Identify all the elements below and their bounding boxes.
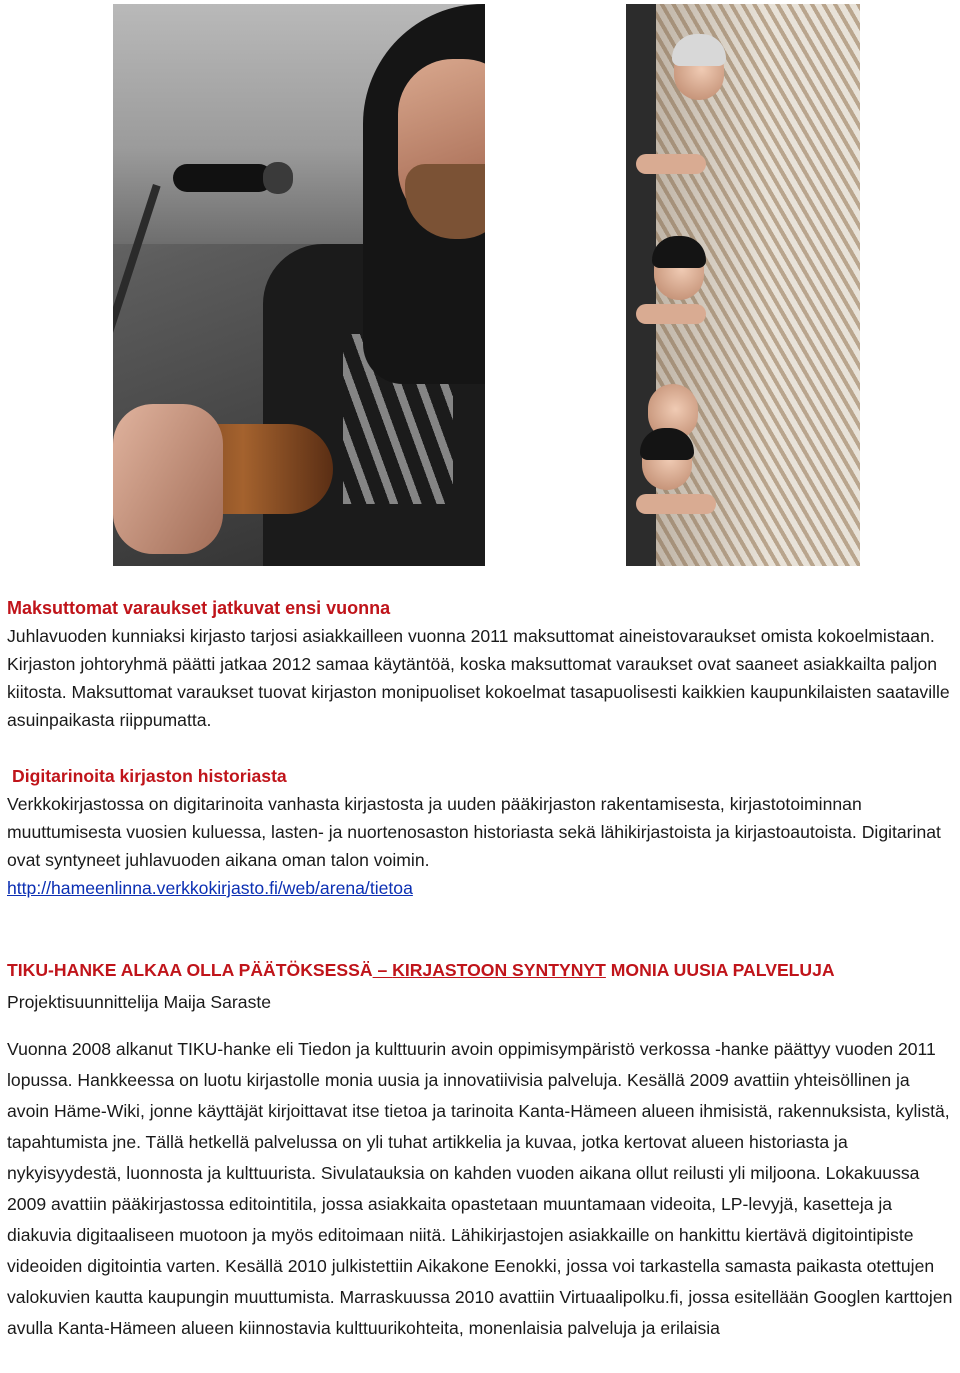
section-tiku-project <box>7 956 955 1344</box>
band-photo <box>486 4 860 566</box>
heading-part: MONIA UUSIA PALVELUJA <box>605 960 835 980</box>
section-body: Juhlavuoden kunniaksi kirjasto tarjosi asiakkailleen vuonna 2011 maksuttomat aineistovaraukset omista kokoelmistaan. Kirjaston johtoryhmä päätti jatkaa 2012 samaa käytäntöä, koska maksuttomat varaukset ovat saaneet asiakkailta paljon kiitosta. Maksuttomat varaukset tuovat kirjaston monipuoliset kokoelmat tasapuolisesti kaikkien kaupunkilaisten saataville asuinpaikasta riippumatta. <box>7 626 950 730</box>
section-body: Vuonna 2008 alkanut TIKU-hanke eli Tiedon ja kulttuurin avoin oppimisympäristö verkossa -hanke päättyy vuoden 2011 lopussa. Hankkeessa on luotu kirjastolle monia uusia ja innovatiivisia palveluja. Kesällä 2009 avattiin yhteisöllinen ja avoin Häme-Wiki, jonne käyttäjät kirjoittavat itse tietoa ja tarinoita Kanta-Hämeen alueen ihmisistä, rakennuksista, kylistä, tapahtumista jne. Tällä hetkellä palvelussa on yli tuhat artikkelia ja kuvaa, jotka kertovat alueen historiasta ja nykyisyydestä, luonnosta ja kulttuurista. Sivulatauksia on kahden vuoden aikana ollut reilusti yli miljoona. Lokakuussa 2009 avattiin pääkirjastossa editointitila, jossa asiakkaita opastetaan muuntamaan videoita, LP-levyjä, kasetteja ja diakuvia digitaaliseen muotoon ja myös editoimaan niitä. Lähikirjastojen asiakkaille on hankittu kiertävä digitointipiste videoiden digitointia varten. Kesällä 2010 julkistettiin Aikakone Eenokki, jossa voi tarkastella samasta paikasta otettujen valokuvien kautta kaupungin muuttumista. Marraskuussa 2010 avattiin Virtuaalipolku.fi, jossa esitellään Googlen karttojen avulla Kanta-Hämeen alueen kiinnostavia kulttuurikohteita, monenlaisia palveluja ja erilaisia <box>7 1039 953 1338</box>
hand <box>113 404 223 554</box>
person-arm <box>636 154 706 174</box>
section-heading <box>7 956 955 984</box>
section-digital-stories <box>7 762 955 902</box>
heading-part: KIRJASTOON SYNTYNYT <box>392 960 606 980</box>
person-arm <box>636 304 706 324</box>
microphone-head <box>263 162 293 194</box>
heading-separator: – <box>372 960 393 980</box>
person-arm <box>636 494 716 514</box>
library-link[interactable]: http://hameenlinna.verkkokirjasto.fi/web/arena/tietoa <box>7 878 413 898</box>
musician-photo <box>113 4 485 566</box>
section-heading: Maksuttomat varaukset jatkuvat ensi vuonna <box>7 598 391 618</box>
section-heading: Digitarinoita kirjaston historiasta <box>12 766 287 786</box>
heading-part: TIKU-HANKE ALKAA OLLA PÄÄTÖKSESSÄ <box>7 960 373 980</box>
author-line: Projektisuunnittelija Maija Saraste <box>7 992 272 1012</box>
microphone <box>173 164 273 192</box>
section-body: Verkkokirjastossa on digitarinoita vanhasta kirjastosta ja uuden pääkirjaston rakentamisesta, kirjastotoiminnan muuttumisesta vuosien kuluessa, lasten- ja nuortenosaston historiasta sekä lähikirjastoista ja kirjastoautoista. Digitarinat ovat syntyneet juhlavuoden aikana oman talon voimin. <box>7 794 941 870</box>
section-free-reservations <box>7 594 955 734</box>
